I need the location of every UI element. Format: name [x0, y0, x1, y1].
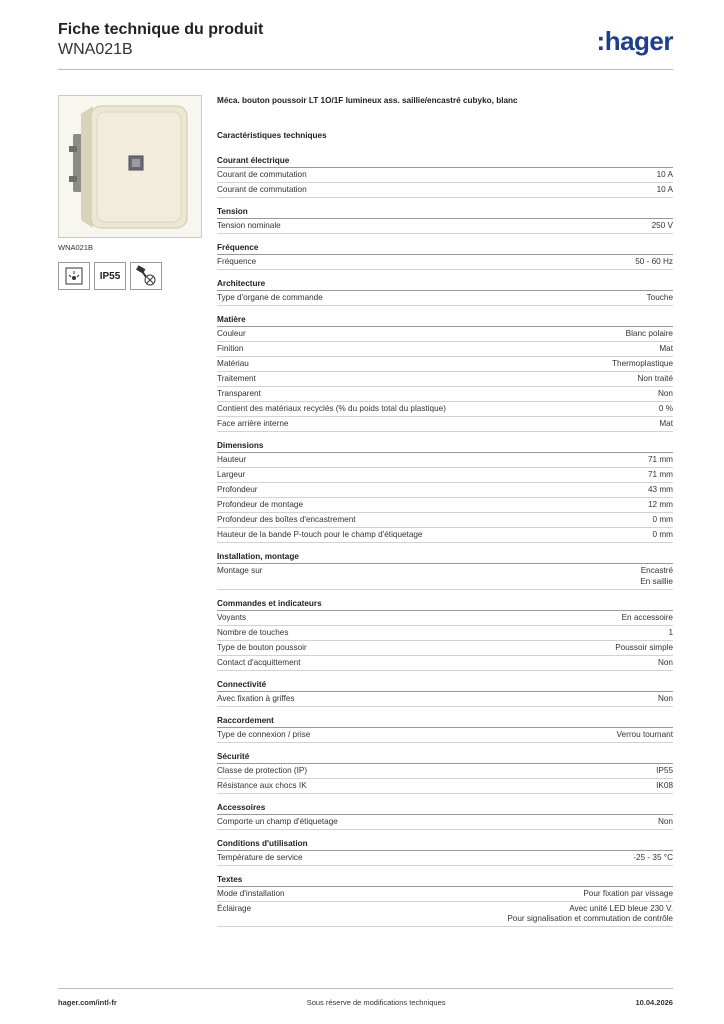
footer-notice: Sous réserve de modifications techniques: [306, 998, 446, 1007]
spec-section: [217, 874, 673, 928]
spec-section: [217, 206, 673, 234]
spec-row: [217, 764, 673, 779]
spec-value: En accessoire: [621, 612, 673, 622]
spec-label: Nombre de touches: [217, 627, 289, 637]
spec-row: [217, 728, 673, 743]
section-title: Tension: [217, 206, 673, 219]
spec-label: Montage sur: [217, 566, 263, 575]
section-title: Textes: [217, 874, 673, 887]
product-image: [58, 95, 202, 238]
section-title: Connectivité: [217, 679, 673, 692]
light-indicator-icon: [58, 262, 90, 290]
brand-logo[interactable]: :hager: [596, 26, 673, 56]
product-description: Méca. bouton poussoir LT 1O/1F lumineux ass. saillie/encastré cubyko, blanc: [217, 96, 518, 105]
spec-row: [217, 327, 673, 342]
section-title: Conditions d'utilisation: [217, 838, 673, 851]
spec-label: Hauteur de la bande P-touch pour le champ d'étiquetage: [217, 530, 423, 539]
spec-label: Fréquence: [217, 257, 257, 266]
feature-icons: [58, 262, 162, 290]
spec-row: [217, 453, 673, 468]
spec-label: Courant de commutation: [217, 185, 307, 194]
spec-label: Largeur: [217, 470, 246, 479]
spec-row: [217, 183, 673, 198]
spec-value: -25 - 35 °C: [633, 852, 673, 862]
spec-value: IK08: [656, 780, 673, 790]
spec-value: 50 - 60 Hz: [635, 257, 673, 266]
spec-row: [217, 291, 673, 306]
spec-label: Résistance aux chocs IK: [217, 780, 307, 790]
section-title: Dimensions: [217, 440, 673, 453]
spec-label: Tension nominale: [217, 221, 281, 230]
spec-section: [217, 278, 673, 306]
product-reference: WNA021B: [58, 41, 133, 58]
spec-content: [217, 95, 673, 935]
spec-label: Profondeur de montage: [217, 500, 304, 509]
spec-section: [217, 155, 673, 198]
spec-value: Encastré En saillie: [640, 566, 673, 586]
spec-row: [217, 357, 673, 372]
spec-row: [217, 656, 673, 671]
spec-row: [217, 851, 673, 866]
spec-label: Face arrière interne: [217, 419, 289, 428]
spec-value: 0 %: [658, 404, 673, 413]
spec-value: 71 mm: [647, 455, 673, 464]
spec-row: [217, 528, 673, 543]
section-title: Commandes et indicateurs: [217, 598, 673, 611]
section-title: Matière: [217, 314, 673, 327]
spec-section: [217, 802, 673, 830]
spec-label: Avec fixation à griffes: [217, 693, 295, 703]
spec-row: [217, 387, 673, 402]
spec-section: [217, 679, 673, 707]
spec-row: [217, 779, 673, 794]
spec-label: Type de connexion / prise: [217, 729, 311, 739]
image-caption: WNA021B: [58, 243, 94, 252]
spec-label: Type de bouton poussoir: [217, 642, 307, 652]
spec-section: [217, 242, 673, 270]
spec-value: 10 A: [656, 170, 673, 179]
spec-row: [217, 641, 673, 656]
spec-value: Verrou tournant: [616, 729, 673, 739]
tech-characteristics-heading: Caractéristiques techniques: [217, 131, 327, 140]
spec-label: Classe de protection (IP): [217, 765, 308, 775]
section-title: Raccordement: [217, 715, 673, 728]
spec-row: [217, 168, 673, 183]
spec-label: Courant de commutation: [217, 170, 307, 179]
section-title: Architecture: [217, 278, 673, 291]
spec-value: Non: [657, 693, 673, 703]
section-title: Courant électrique: [217, 155, 673, 168]
spec-row: [217, 219, 673, 234]
spec-value: Blanc polaire: [625, 329, 673, 338]
spec-sections: [217, 155, 673, 927]
spec-value: Touche: [646, 293, 673, 302]
section-title: Sécurité: [217, 751, 673, 764]
spec-label: Finition: [217, 344, 244, 353]
spec-label: Matériau: [217, 359, 249, 368]
spec-value: Mat: [659, 344, 673, 353]
section-title: Fréquence: [217, 242, 673, 255]
spec-label: Mode d'installation: [217, 888, 285, 898]
spec-value: Avec unité LED bleue 230 V. Pour signalisation et commutation de contrôle: [507, 903, 673, 923]
spec-label: Profondeur des boîtes d'encastrement: [217, 515, 356, 524]
page-title: Fiche technique du produit: [58, 21, 264, 38]
push-button-illustration: [59, 96, 202, 238]
spec-value: Non: [657, 389, 673, 398]
spec-value: 1: [668, 627, 673, 637]
spec-section: [217, 314, 673, 432]
spec-label: Éclairage: [217, 903, 252, 913]
footer-divider: [58, 988, 673, 989]
spec-label: Contient des matériaux recyclés (% du poids total du plastique): [217, 404, 446, 413]
spec-section: [217, 838, 673, 866]
page-footer: [58, 998, 673, 1007]
spec-row: [217, 417, 673, 432]
spec-value: Non: [657, 657, 673, 667]
spec-value: Poussoir simple: [615, 642, 673, 652]
spec-section: [217, 751, 673, 794]
spec-row: [217, 372, 673, 387]
spec-row: [217, 483, 673, 498]
spec-section: [217, 551, 673, 590]
spec-value: 0 mm: [652, 515, 673, 524]
spec-value: Thermoplastique: [612, 359, 673, 368]
spec-row: [217, 626, 673, 641]
spec-section: [217, 598, 673, 671]
ip55-badge: IP55: [94, 262, 126, 290]
spec-row: [217, 402, 673, 417]
spec-row: [217, 902, 673, 928]
spec-value: Non traité: [637, 374, 673, 383]
spec-label: Type d'organe de commande: [217, 293, 323, 302]
section-title: Accessoires: [217, 802, 673, 815]
spec-label: Profondeur: [217, 485, 258, 494]
spec-row: [217, 513, 673, 528]
spec-section: [217, 715, 673, 743]
spec-label: Comporte un champ d'étiquetage: [217, 816, 338, 826]
spec-label: Température de service: [217, 852, 303, 862]
spec-row: [217, 611, 673, 626]
spec-value: 10 A: [656, 185, 673, 194]
spec-value: IP55: [656, 765, 673, 775]
spec-label: Hauteur: [217, 455, 247, 464]
hammer-impact-icon: [130, 262, 162, 290]
spec-value: Mat: [659, 419, 673, 428]
footer-date: 10.04.2026: [635, 998, 673, 1007]
spec-value: 250 V: [651, 221, 673, 230]
spec-row: [217, 887, 673, 902]
spec-row: [217, 498, 673, 513]
spec-row: [217, 815, 673, 830]
spec-row: [217, 468, 673, 483]
spec-row: [217, 564, 673, 590]
spec-value: Pour fixation par vissage: [583, 888, 673, 898]
spec-row: [217, 692, 673, 707]
footer-website-link[interactable]: hager.com/intl-fr: [58, 998, 117, 1007]
spec-value: 71 mm: [647, 470, 673, 479]
section-title: Installation, montage: [217, 551, 673, 564]
spec-value: 0 mm: [652, 530, 673, 539]
spec-row: [217, 342, 673, 357]
page-header: [58, 20, 673, 70]
spec-label: Transparent: [217, 389, 261, 398]
spec-row: [217, 255, 673, 270]
spec-label: Couleur: [217, 329, 246, 338]
spec-section: [217, 440, 673, 543]
spec-value: 12 mm: [647, 500, 673, 509]
spec-label: Voyants: [217, 612, 247, 622]
spec-label: Traitement: [217, 374, 256, 383]
spec-label: Contact d'acquittement: [217, 657, 301, 667]
spec-value: 43 mm: [647, 485, 673, 494]
spec-value: Non: [657, 816, 673, 826]
